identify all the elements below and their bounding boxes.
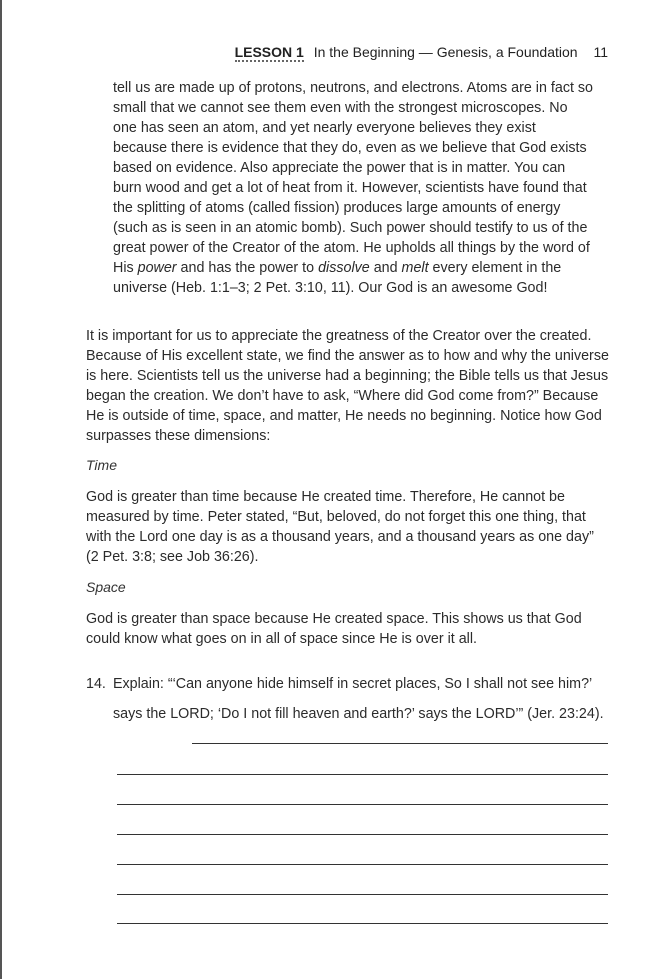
time-heading: Time	[86, 457, 117, 473]
time-paragraph	[86, 487, 610, 567]
answer-line[interactable]	[117, 894, 608, 895]
paragraph-text: tell us are made up of protons, neutrons, and electrons. Atoms are in fact so small that we cannot see them even with the strongest microscopes. No one has seen an atom, and yet nearly everyone believes they exist because there is evidence that they do, even as we believe that God exists based on evidence. Also appreciate the power that is in matter. You can burn wood and get a lot of heat from it. However, scientists have found that the splitting of atoms (called fission) produces large amounts of energy (such as is seen in an atomic bomb). Such power should testify to us of the great power of the Creator of the atom. He upholds all things by the word of His	[113, 80, 594, 276]
answer-line[interactable]	[117, 923, 608, 924]
atoms-paragraph	[113, 78, 593, 298]
creator-paragraph-text: It is important for us to appreciate the greatness of the Creator over the created. Because of His excellent state, we find the answer as to how and why the universe is here. Scientists tell us the universe had a beginning; the Bible tells us that Jesus began the creation. We don’t have to ask, “Where did God come from?” Because He is outside of time, space, and matter, He needs no beginning. Notice how God surpasses these dimensions:	[86, 328, 609, 444]
time-paragraph-text: God is greater than time because He created time. Therefore, He cannot be measured by time. Peter stated, “But, beloved, do not forget this one thing, that with the Lord one day is as a thousand years, and a thousand years as one day” (2 Pet. 3:8; see Job 36:26).	[86, 489, 594, 565]
space-paragraph-text: God is greater than space because He created space. This shows us that God could know what goes on in all of space since He is over it all.	[86, 611, 582, 647]
answer-line[interactable]	[192, 743, 608, 744]
answer-line[interactable]	[117, 774, 608, 775]
emphasis-dissolve: dissolve	[318, 260, 370, 276]
paragraph-text: and	[369, 260, 402, 276]
page-number: 11	[593, 44, 608, 60]
question-number: 14.	[86, 676, 106, 692]
question-text: Explain: “‘Can anyone hide himself in secret places, So I shall not see him?’ says the LORD; ‘Do I not fill heaven and earth?’ says the LORD’” (Jer. 23:24).	[113, 676, 604, 722]
lesson-title: In the Beginning — Genesis, a Foundation	[313, 44, 578, 60]
running-head	[235, 44, 608, 60]
paragraph-text: every element in the universe (Heb. 1:1–3; 2 Pet. 3:10, 11). Our God is an awesome God!	[113, 260, 562, 296]
lesson-label: LESSON 1	[234, 44, 304, 60]
emphasis-melt: melt	[401, 260, 429, 276]
answer-line[interactable]	[117, 834, 608, 835]
indented-paragraph	[113, 78, 593, 298]
creator-paragraph	[86, 326, 610, 446]
answer-line[interactable]	[117, 804, 608, 805]
space-heading: Space	[86, 579, 126, 595]
paragraph-text: and has the power to	[176, 260, 319, 276]
emphasis-power: power	[137, 260, 177, 276]
space-paragraph	[86, 609, 610, 649]
answer-line[interactable]	[117, 864, 608, 865]
